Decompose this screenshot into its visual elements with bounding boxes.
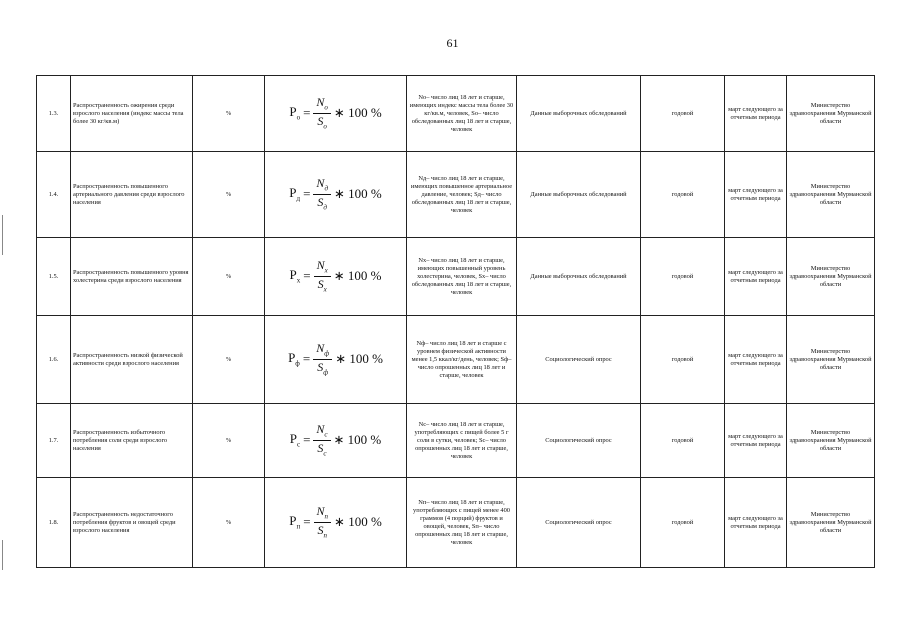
formula-lhs: $P_о$: [289, 104, 301, 122]
formula-numerator: $N_ф$: [313, 342, 332, 360]
formula-denominator: $S_д$: [317, 195, 327, 212]
formula-multiplier: ∗ 100 %: [333, 268, 382, 284]
formula-denominator: $S_х$: [317, 277, 327, 294]
formula-fraction: [314, 259, 331, 293]
formula-equals: =: [303, 186, 311, 202]
unit-of-measure: %: [193, 76, 265, 152]
row-number: 1.8.: [37, 478, 71, 568]
reporting-deadline: март следующего за отчетным периода: [725, 316, 787, 404]
formula: [289, 177, 381, 211]
unit-of-measure: %: [193, 238, 265, 316]
formula-multiplier: ∗ 100 %: [333, 105, 382, 121]
indicators-table: [36, 75, 875, 568]
formula: [289, 96, 381, 130]
formula-numerator: $N_с$: [313, 423, 330, 441]
formula-lhs: $P_с$: [289, 431, 301, 449]
row-number: 1.4.: [37, 152, 71, 238]
formula-denominator: $S_о$: [317, 114, 327, 131]
formula-denominator: $S_ф$: [317, 360, 329, 377]
unit-of-measure: %: [193, 478, 265, 568]
table-row: [37, 76, 875, 152]
formula-lhs: $P_ф$: [288, 350, 300, 368]
formula-fraction: [313, 177, 331, 211]
formula: [290, 423, 382, 457]
unit-of-measure: %: [193, 316, 265, 404]
variables-description: Nс– число лиц 18 лет и старше, употребляющих с пищей более 5 г соли в сутки, человек; Sс– число опрошенных лиц 18 лет и старше, человек: [407, 404, 517, 478]
variables-description: Nф– число лиц 18 лет и старше с уровнем физической активности менее 1,5 ккал/кг/день, человек; Sф– число опрошенных лиц 18 лет и старше, человек: [407, 316, 517, 404]
unit-of-measure: %: [193, 152, 265, 238]
formula-fraction: [313, 423, 330, 457]
row-number: 1.7.: [37, 404, 71, 478]
reporting-deadline: март следующего за отчетным периода: [725, 152, 787, 238]
scan-edge-mark: [2, 215, 3, 255]
formula-multiplier: ∗ 100 %: [334, 514, 382, 530]
table-row: [37, 478, 875, 568]
reporting-deadline: март следующего за отчетным периода: [725, 238, 787, 316]
reporting-deadline: март следующего за отчетным периода: [725, 404, 787, 478]
formula-fraction: [313, 342, 332, 376]
formula: [288, 342, 383, 376]
periodicity: годовой: [641, 316, 725, 404]
data-source: Данные выборочных обследований: [517, 238, 641, 316]
formula-cell: [265, 404, 407, 478]
formula-denominator: $S_с$: [317, 441, 327, 458]
formula-lhs: $P_п$: [289, 513, 301, 531]
formula-cell: [265, 316, 407, 404]
formula-multiplier: ∗ 100 %: [333, 432, 382, 448]
variables-description: No– число лиц 18 лет и старше, имеющих индекс массы тела более 30 кг/кв.м, человек, So– число обследованных лиц 18 лет и старше, человек: [407, 76, 517, 152]
data-source: Социологический опрос: [517, 478, 641, 568]
variables-description: Nх– число лиц 18 лет и старше, имеющих повышенный уровень холестерина, человек, Sх– число обследованных лиц 18 лет и старше, человек: [407, 238, 517, 316]
row-number: 1.5.: [37, 238, 71, 316]
indicator-name: Распространенность низкой физической активности среди взрослого населения: [71, 316, 193, 404]
formula-multiplier: ∗ 100 %: [333, 186, 382, 202]
variables-description: Nп– число лиц 18 лет и старше, употребляющих с пищей менее 400 граммов (4 порций) фруктов и овощей, человек, Sп– число опрошенных лиц 18 лет и старше, человек: [407, 478, 517, 568]
indicators-table-body: [37, 76, 875, 568]
data-source: Социологический опрос: [517, 316, 641, 404]
formula-equals: =: [302, 351, 311, 367]
indicator-name: Распространенность избыточного потребления соли среди взрослого населения: [71, 404, 193, 478]
formula-cell: [265, 478, 407, 568]
scan-edge-mark: [2, 540, 3, 570]
periodicity: годовой: [641, 404, 725, 478]
table-row: [37, 238, 875, 316]
responsible-body: Министерство здравоохранения Мурманской области: [787, 238, 875, 316]
table-row: [37, 404, 875, 478]
formula-equals: =: [303, 105, 311, 121]
formula-cell: [265, 76, 407, 152]
indicator-name: Распространенность повышенного артериального давления среди взрослого населения: [71, 152, 193, 238]
formula-numerator: $N_о$: [313, 96, 331, 114]
periodicity: годовой: [641, 76, 725, 152]
unit-of-measure: %: [193, 404, 265, 478]
periodicity: годовой: [641, 478, 725, 568]
formula-numerator: $N_д$: [313, 177, 331, 195]
responsible-body: Министерство здравоохранения Мурманской области: [787, 404, 875, 478]
formula-equals: =: [303, 514, 311, 530]
responsible-body: Министерство здравоохранения Мурманской области: [787, 478, 875, 568]
indicator-name: Распространенность повышенного уровня холестерина среди взрослого населения: [71, 238, 193, 316]
formula-multiplier: ∗ 100 %: [335, 351, 383, 367]
periodicity: годовой: [641, 238, 725, 316]
table-row: [37, 316, 875, 404]
responsible-body: Министерство здравоохранения Мурманской области: [787, 76, 875, 152]
formula-equals: =: [303, 432, 311, 448]
data-source: Данные выборочных обследований: [517, 76, 641, 152]
formula-numerator: $N_х$: [314, 259, 331, 277]
formula-lhs: $P_д$: [289, 185, 301, 203]
formula-fraction: [314, 505, 332, 539]
row-number: 1.6.: [37, 316, 71, 404]
indicator-name: Распространенность ожирения среди взрослого населения (индекс массы тела более 30 кг/кв.м): [71, 76, 193, 152]
formula-equals: =: [303, 268, 311, 284]
formula-cell: [265, 238, 407, 316]
responsible-body: Министерство здравоохранения Мурманской области: [787, 152, 875, 238]
table-row: [37, 152, 875, 238]
formula-fraction: [313, 96, 331, 130]
variables-description: Nд– число лиц 18 лет и старше, имеющих повышенное артериальное давление, человек; Sд– число обследованных лиц 18 лет и старше, человек: [407, 152, 517, 238]
responsible-body: Министерство здравоохранения Мурманской области: [787, 316, 875, 404]
formula-lhs: $P_х$: [289, 267, 301, 285]
formula: [289, 505, 382, 539]
formula: [290, 259, 382, 293]
periodicity: годовой: [641, 152, 725, 238]
formula-numerator: $N_п$: [314, 505, 332, 523]
formula-denominator: $S_п$: [317, 523, 328, 540]
reporting-deadline: март следующего за отчетным периода: [725, 76, 787, 152]
page-number: 61: [446, 36, 459, 50]
data-source: Данные выборочных обследований: [517, 152, 641, 238]
formula-cell: [265, 152, 407, 238]
data-source: Социологический опрос: [517, 404, 641, 478]
indicator-name: Распространенность недостаточного потребления фруктов и овощей среди взрослого населения: [71, 478, 193, 568]
row-number: 1.3.: [37, 76, 71, 152]
reporting-deadline: март следующего за отчетным периода: [725, 478, 787, 568]
